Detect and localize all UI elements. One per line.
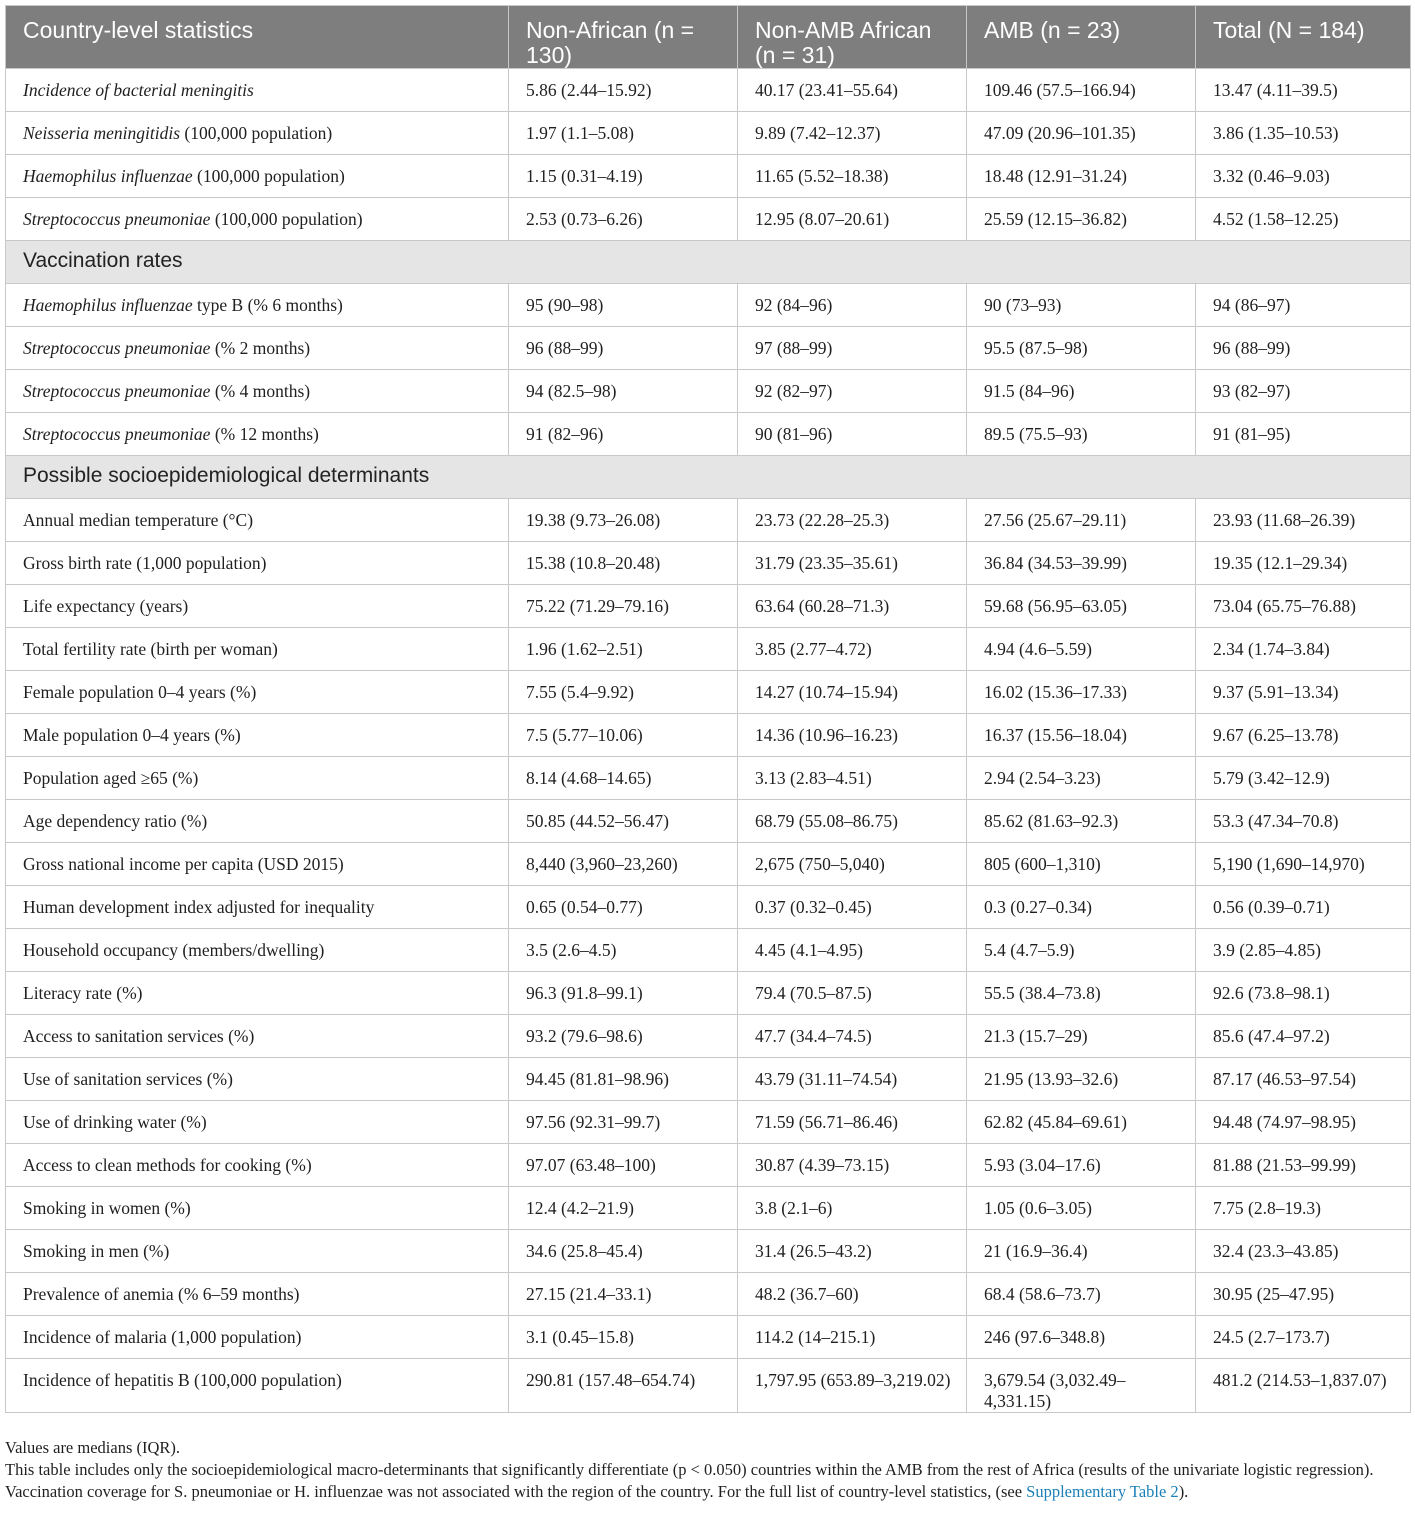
row-label: Annual median temperature (°C) (6, 499, 509, 542)
row-value: 246 (97.6–348.8) (967, 1316, 1196, 1359)
row-value: 79.4 (70.5–87.5) (738, 972, 967, 1015)
row-value: 805 (600–1,310) (967, 843, 1196, 886)
footnote-text: This table includes only the socioepidemiological macro-determinants that significantly differentiate (p < 0.050) countries within the AMB from the rest of Africa (results of the univariate logistic regression). Vaccination coverage for S. pneumoniae or H. influenzae was not associated with the region of the country. For the full list of country-level statistics, (see (5, 1460, 1374, 1501)
row-value: 8,440 (3,960–23,260) (509, 843, 738, 886)
row-value: 85.6 (47.4–97.2) (1196, 1015, 1411, 1058)
row-value: 97.07 (63.48–100) (509, 1144, 738, 1187)
row-label-rest: (% 12 months) (210, 424, 319, 444)
table-row (6, 585, 1411, 628)
row-value: 92.6 (73.8–98.1) (1196, 972, 1411, 1015)
row-value: 16.37 (15.56–18.04) (967, 714, 1196, 757)
row-label: Total fertility rate (birth per woman) (6, 628, 509, 671)
row-value: 3.8 (2.1–6) (738, 1187, 967, 1230)
row-label: Access to sanitation services (%) (6, 1015, 509, 1058)
row-value: 96 (88–99) (509, 327, 738, 370)
section-header-vaccination (6, 241, 1411, 284)
row-label: Human development index adjusted for inequality (6, 886, 509, 929)
row-label-italic: Neisseria meningitidis (23, 123, 181, 143)
table-row (6, 800, 1411, 843)
row-label (6, 155, 509, 198)
row-value: 12.4 (4.2–21.9) (509, 1187, 738, 1230)
table-footnote (5, 1437, 1410, 1503)
section-title: Possible socioepidemiological determinants (6, 456, 1411, 499)
row-label (6, 198, 509, 241)
row-value: 1,797.95 (653.89–3,219.02) (738, 1359, 967, 1413)
table-row (6, 1359, 1411, 1413)
row-label-italic: Haemophilus influenzae (23, 295, 193, 315)
table-row (6, 413, 1411, 456)
table-row (6, 1316, 1411, 1359)
row-value: 81.88 (21.53–99.99) (1196, 1144, 1411, 1187)
footnote-line: Values are medians (IQR). (5, 1438, 181, 1457)
row-value: 5.79 (3.42–12.9) (1196, 757, 1411, 800)
row-value: 114.2 (14–215.1) (738, 1316, 967, 1359)
table-row (6, 284, 1411, 327)
row-label-rest: (100,000 population) (180, 123, 333, 143)
table-row (6, 929, 1411, 972)
row-value: 93.2 (79.6–98.6) (509, 1015, 738, 1058)
table-row (6, 1187, 1411, 1230)
row-value: 31.79 (23.35–35.61) (738, 542, 967, 585)
row-value: 9.89 (7.42–12.37) (738, 112, 967, 155)
row-value: 3.32 (0.46–9.03) (1196, 155, 1411, 198)
table-row (6, 628, 1411, 671)
table-row (6, 370, 1411, 413)
row-value: 9.37 (5.91–13.34) (1196, 671, 1411, 714)
row-value: 97 (88–99) (738, 327, 967, 370)
section-header-determinants (6, 456, 1411, 499)
row-label-italic: Streptococcus pneumoniae (23, 209, 211, 229)
row-value: 3,679.54 (3,032.49–4,331.15) (967, 1359, 1196, 1413)
row-label: Incidence of hepatitis B (100,000 population) (6, 1359, 509, 1413)
row-value: 5,190 (1,690–14,970) (1196, 843, 1411, 886)
table-row (6, 198, 1411, 241)
row-value: 3.5 (2.6–4.5) (509, 929, 738, 972)
row-value: 93 (82–97) (1196, 370, 1411, 413)
table-body (6, 69, 1411, 1413)
table-row (6, 327, 1411, 370)
table-row (6, 499, 1411, 542)
row-value: 1.97 (1.1–5.08) (509, 112, 738, 155)
row-value: 50.85 (44.52–56.47) (509, 800, 738, 843)
row-value: 53.3 (47.34–70.8) (1196, 800, 1411, 843)
row-value: 5.4 (4.7–5.9) (967, 929, 1196, 972)
row-value: 2.53 (0.73–6.26) (509, 198, 738, 241)
row-value: 27.15 (21.4–33.1) (509, 1273, 738, 1316)
row-label-italic: Incidence of bacterial meningitis (23, 80, 254, 100)
row-label (6, 327, 509, 370)
table-row (6, 1101, 1411, 1144)
row-value: 0.65 (0.54–0.77) (509, 886, 738, 929)
row-label: Use of drinking water (%) (6, 1101, 509, 1144)
row-label-italic: Streptococcus pneumoniae (23, 338, 211, 358)
row-value: 91.5 (84–96) (967, 370, 1196, 413)
row-value: 7.5 (5.77–10.06) (509, 714, 738, 757)
row-value: 30.87 (4.39–73.15) (738, 1144, 967, 1187)
row-label: Access to clean methods for cooking (%) (6, 1144, 509, 1187)
row-value: 12.95 (8.07–20.61) (738, 198, 967, 241)
row-value: 15.38 (10.8–20.48) (509, 542, 738, 585)
table-row (6, 1058, 1411, 1101)
row-label (6, 284, 509, 327)
table-row (6, 112, 1411, 155)
table-row (6, 886, 1411, 929)
column-header: AMB (n = 23) (967, 6, 1196, 69)
row-value: 0.56 (0.39–0.71) (1196, 886, 1411, 929)
row-value: 91 (81–95) (1196, 413, 1411, 456)
row-value: 40.17 (23.41–55.64) (738, 69, 967, 112)
country-statistics-table (5, 5, 1411, 1413)
table-row (6, 1015, 1411, 1058)
row-value: 55.5 (38.4–73.8) (967, 972, 1196, 1015)
table-row (6, 757, 1411, 800)
row-value: 73.04 (65.75–76.88) (1196, 585, 1411, 628)
column-header: Total (N = 184) (1196, 6, 1411, 69)
row-label-rest: (100,000 population) (192, 166, 345, 186)
row-value: 481.2 (214.53–1,837.07) (1196, 1359, 1411, 1413)
table-row (6, 69, 1411, 112)
row-value: 48.2 (36.7–60) (738, 1273, 967, 1316)
row-label (6, 69, 509, 112)
table-row (6, 1144, 1411, 1187)
row-value: 4.94 (4.6–5.59) (967, 628, 1196, 671)
row-label-rest: (% 4 months) (210, 381, 311, 401)
row-value: 3.13 (2.83–4.51) (738, 757, 967, 800)
row-label: Gross birth rate (1,000 population) (6, 542, 509, 585)
statistics-table-container (5, 5, 1410, 1413)
row-value: 92 (84–96) (738, 284, 967, 327)
row-value: 32.4 (23.3–43.85) (1196, 1230, 1411, 1273)
row-value: 14.27 (10.74–15.94) (738, 671, 967, 714)
row-label: Female population 0–4 years (%) (6, 671, 509, 714)
row-value: 27.56 (25.67–29.11) (967, 499, 1196, 542)
row-label: Prevalence of anemia (% 6–59 months) (6, 1273, 509, 1316)
table-header-row (6, 6, 1411, 69)
row-value: 95 (90–98) (509, 284, 738, 327)
row-value: 0.3 (0.27–0.34) (967, 886, 1196, 929)
column-header: Non-African (n = 130) (509, 6, 738, 69)
row-label: Smoking in women (%) (6, 1187, 509, 1230)
row-value: 1.15 (0.31–4.19) (509, 155, 738, 198)
row-label-rest: type B (% 6 months) (192, 295, 343, 315)
row-value: 2,675 (750–5,040) (738, 843, 967, 886)
row-label: Gross national income per capita (USD 2015) (6, 843, 509, 886)
row-value: 71.59 (56.71–86.46) (738, 1101, 967, 1144)
row-value: 13.47 (4.11–39.5) (1196, 69, 1411, 112)
row-label: Use of sanitation services (%) (6, 1058, 509, 1101)
row-value: 1.96 (1.62–2.51) (509, 628, 738, 671)
row-value: 21.95 (13.93–32.6) (967, 1058, 1196, 1101)
row-value: 14.36 (10.96–16.23) (738, 714, 967, 757)
table-row (6, 843, 1411, 886)
row-value: 8.14 (4.68–14.65) (509, 757, 738, 800)
row-value: 23.73 (22.28–25.3) (738, 499, 967, 542)
row-value: 63.64 (60.28–71.3) (738, 585, 967, 628)
row-value: 2.94 (2.54–3.23) (967, 757, 1196, 800)
row-value: 47.7 (34.4–74.5) (738, 1015, 967, 1058)
row-label: Age dependency ratio (%) (6, 800, 509, 843)
table-row (6, 1273, 1411, 1316)
row-value: 19.35 (12.1–29.34) (1196, 542, 1411, 585)
row-value: 31.4 (26.5–43.2) (738, 1230, 967, 1273)
row-value: 18.48 (12.91–31.24) (967, 155, 1196, 198)
table-row (6, 972, 1411, 1015)
row-value: 23.93 (11.68–26.39) (1196, 499, 1411, 542)
row-label (6, 413, 509, 456)
row-value: 21 (16.9–36.4) (967, 1230, 1196, 1273)
row-value: 68.79 (55.08–86.75) (738, 800, 967, 843)
row-label-italic: Streptococcus pneumoniae (23, 424, 211, 444)
row-label: Life expectancy (years) (6, 585, 509, 628)
row-value: 94.48 (74.97–98.95) (1196, 1101, 1411, 1144)
row-value: 5.86 (2.44–15.92) (509, 69, 738, 112)
row-value: 47.09 (20.96–101.35) (967, 112, 1196, 155)
table-row (6, 542, 1411, 585)
row-value: 95.5 (87.5–98) (967, 327, 1196, 370)
row-value: 4.52 (1.58–12.25) (1196, 198, 1411, 241)
row-value: 34.6 (25.8–45.4) (509, 1230, 738, 1273)
row-value: 89.5 (75.5–93) (967, 413, 1196, 456)
footnote-end: ). (1178, 1482, 1189, 1501)
row-value: 90 (73–93) (967, 284, 1196, 327)
row-value: 85.62 (81.63–92.3) (967, 800, 1196, 843)
row-value: 90 (81–96) (738, 413, 967, 456)
row-value: 43.79 (31.11–74.54) (738, 1058, 967, 1101)
row-label-rest: (% 2 months) (210, 338, 311, 358)
table-row (6, 714, 1411, 757)
table-row (6, 671, 1411, 714)
row-value: 30.95 (25–47.95) (1196, 1273, 1411, 1316)
row-label: Smoking in men (%) (6, 1230, 509, 1273)
row-value: 36.84 (34.53–39.99) (967, 542, 1196, 585)
row-value: 59.68 (56.95–63.05) (967, 585, 1196, 628)
row-label: Population aged ≥65 (%) (6, 757, 509, 800)
row-label: Literacy rate (%) (6, 972, 509, 1015)
row-value: 91 (82–96) (509, 413, 738, 456)
row-value: 24.5 (2.7–173.7) (1196, 1316, 1411, 1359)
row-value: 11.65 (5.52–18.38) (738, 155, 967, 198)
row-value: 92 (82–97) (738, 370, 967, 413)
row-value: 7.55 (5.4–9.92) (509, 671, 738, 714)
row-value: 19.38 (9.73–26.08) (509, 499, 738, 542)
section-title: Vaccination rates (6, 241, 1411, 284)
table-row (6, 1230, 1411, 1273)
table-row (6, 155, 1411, 198)
row-value: 25.59 (12.15–36.82) (967, 198, 1196, 241)
column-header: Non-AMB African (n = 31) (738, 6, 967, 69)
row-value: 3.9 (2.85–4.85) (1196, 929, 1411, 972)
row-value: 290.81 (157.48–654.74) (509, 1359, 738, 1413)
row-value: 87.17 (46.53–97.54) (1196, 1058, 1411, 1101)
row-label: Incidence of malaria (1,000 population) (6, 1316, 509, 1359)
row-label-rest: (100,000 population) (210, 209, 363, 229)
row-value: 62.82 (45.84–69.61) (967, 1101, 1196, 1144)
row-value: 97.56 (92.31–99.7) (509, 1101, 738, 1144)
row-value: 1.05 (0.6–3.05) (967, 1187, 1196, 1230)
row-value: 3.86 (1.35–10.53) (1196, 112, 1411, 155)
row-value: 0.37 (0.32–0.45) (738, 886, 967, 929)
row-value: 3.85 (2.77–4.72) (738, 628, 967, 671)
row-label: Household occupancy (members/dwelling) (6, 929, 509, 972)
row-value: 94 (86–97) (1196, 284, 1411, 327)
row-value: 96.3 (91.8–99.1) (509, 972, 738, 1015)
row-value: 75.22 (71.29–79.16) (509, 585, 738, 628)
row-value: 2.34 (1.74–3.84) (1196, 628, 1411, 671)
row-value: 5.93 (3.04–17.6) (967, 1144, 1196, 1187)
footnote-note (5, 1459, 1410, 1503)
row-value: 7.75 (2.8–19.3) (1196, 1187, 1411, 1230)
row-value: 9.67 (6.25–13.78) (1196, 714, 1411, 757)
supplementary-table-link[interactable]: Supplementary Table 2 (1026, 1482, 1179, 1501)
row-value: 68.4 (58.6–73.7) (967, 1273, 1196, 1316)
row-label (6, 370, 509, 413)
row-label: Male population 0–4 years (%) (6, 714, 509, 757)
column-header: Country-level statistics (6, 6, 509, 69)
row-label-italic: Haemophilus influenzae (23, 166, 193, 186)
row-label-italic: Streptococcus pneumoniae (23, 381, 211, 401)
row-value: 96 (88–99) (1196, 327, 1411, 370)
row-value: 21.3 (15.7–29) (967, 1015, 1196, 1058)
row-value: 3.1 (0.45–15.8) (509, 1316, 738, 1359)
row-label (6, 112, 509, 155)
row-value: 109.46 (57.5–166.94) (967, 69, 1196, 112)
row-value: 94 (82.5–98) (509, 370, 738, 413)
row-value: 4.45 (4.1–4.95) (738, 929, 967, 972)
row-value: 16.02 (15.36–17.33) (967, 671, 1196, 714)
row-value: 94.45 (81.81–98.96) (509, 1058, 738, 1101)
